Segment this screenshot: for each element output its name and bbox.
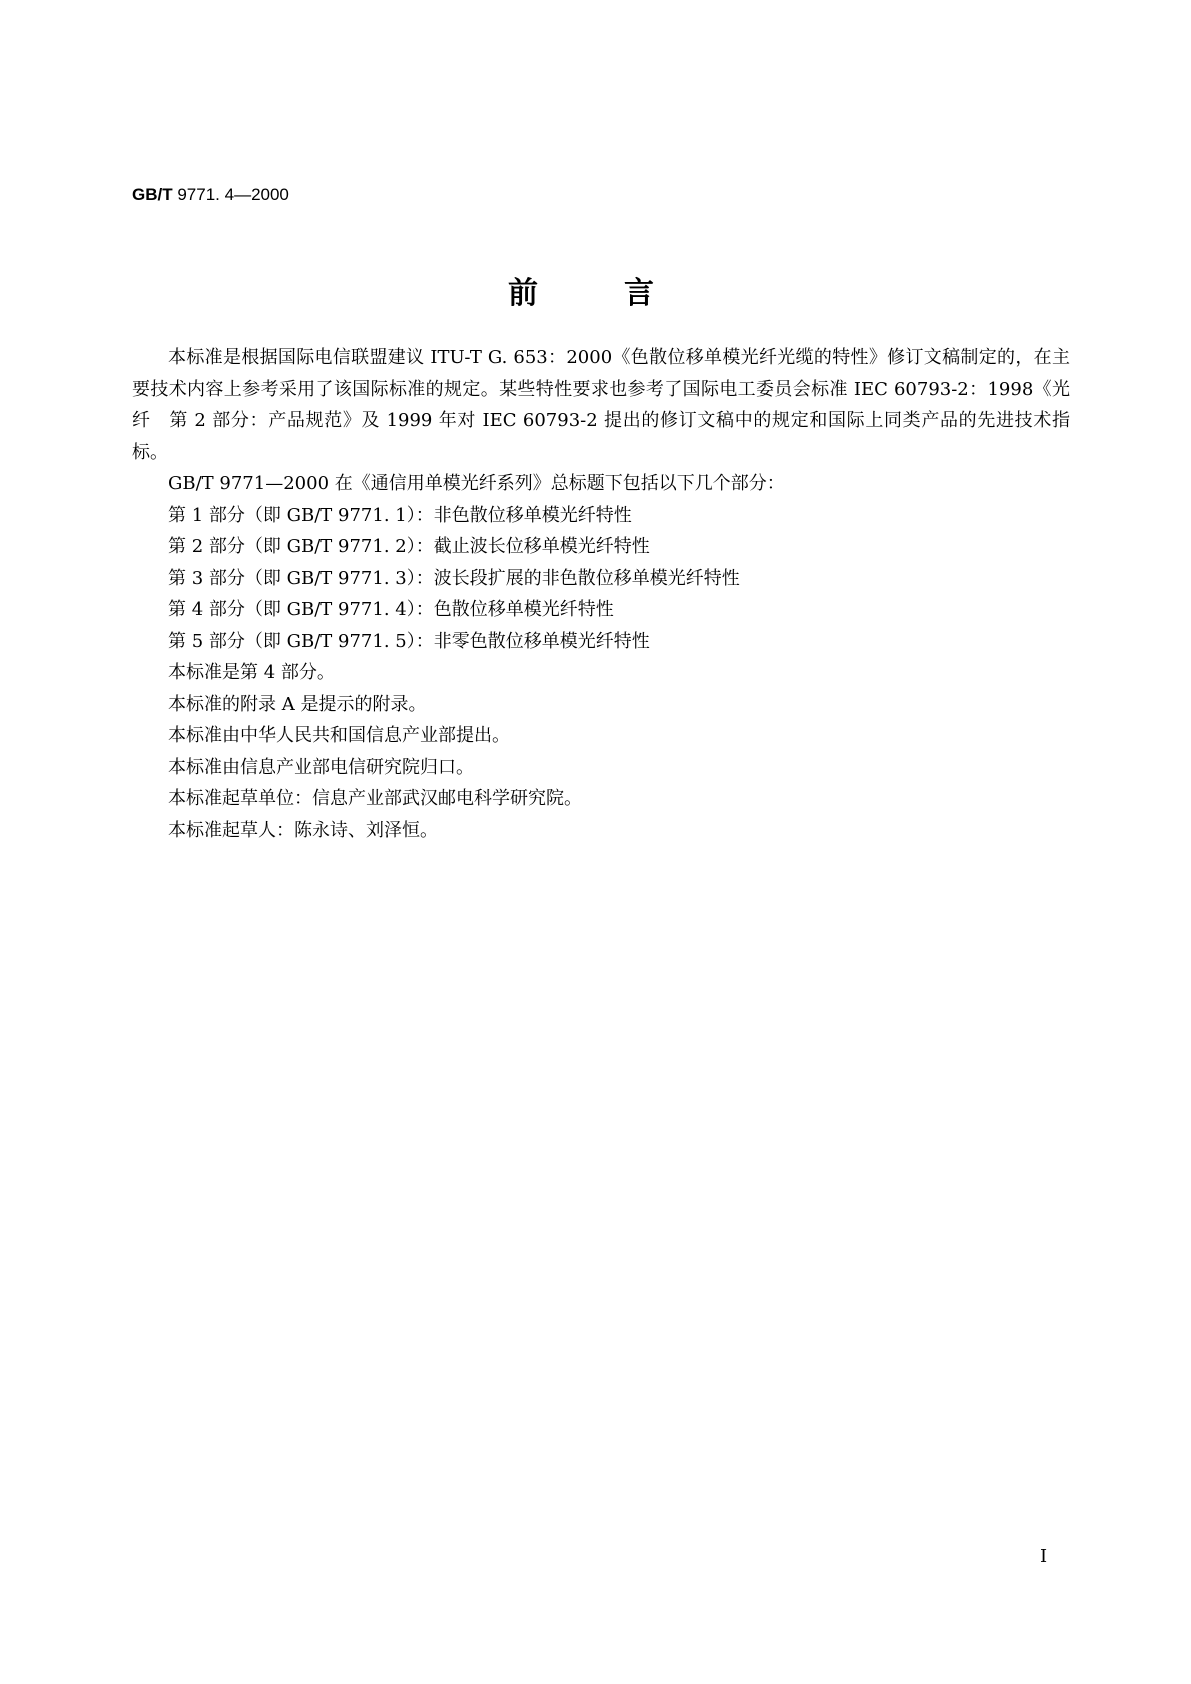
preface-title-char-2: 言 <box>624 276 654 311</box>
statement-centralized-unit: 本标准由信息产业部电信研究院归口。 <box>168 756 474 778</box>
standard-number-header <box>132 183 289 207</box>
page-number: I <box>1040 1546 1048 1567</box>
statement-part-number: 本标准是第 4 部分。 <box>168 662 335 683</box>
preface-title <box>508 276 654 312</box>
preface-title-char-1: 前 <box>508 276 538 311</box>
series-part-item: 第 5 部分（即 GB/T 9771. 5）：非零色散位移单模光纤特性 <box>168 630 650 652</box>
statement-appendix: 本标准的附录 A 是提示的附录。 <box>168 693 427 715</box>
series-intro-paragraph: GB/T 9771—2000 在《通信用单模光纤系列》总标题下包括以下几个部分： <box>168 473 785 494</box>
intro-paragraph: 本标准是根据国际电信联盟建议 ITU-T G. 653：2000《色散位移单模光纤光缆的特性》修订文稿制定的，在主要技术内容上参考采用了该国际标准的规定。某些特性要求也参考了国际电工委员会标准 IEC 60793-2：1998《光纤 第 2 部分：产品规范》及 1999 年对 IEC 60793-2 提出的修订文稿中的规定和国际上同类产品的先进技术指标。 <box>132 347 1070 463</box>
statement-drafting-unit: 本标准起草单位：信息产业部武汉邮电科学研究院。 <box>168 788 582 809</box>
series-part-item: 第 1 部分（即 GB/T 9771. 1）：非色散位移单模光纤特性 <box>168 504 632 526</box>
series-part-item: 第 3 部分（即 GB/T 9771. 3）：波长段扩展的非色散位移单模光纤特性 <box>168 567 740 589</box>
preface-body <box>132 342 1070 846</box>
statement-drafters: 本标准起草人：陈永诗、刘泽恒。 <box>168 819 438 841</box>
statement-proposer: 本标准由中华人民共和国信息产业部提出。 <box>168 725 510 746</box>
series-part-item: 第 4 部分（即 GB/T 9771. 4）：色散位移单模光纤特性 <box>168 599 614 620</box>
series-part-item: 第 2 部分（即 GB/T 9771. 2）：截止波长位移单模光纤特性 <box>168 536 650 557</box>
standard-prefix: GB/T <box>132 185 173 204</box>
standard-number: 9771. 4—2000 <box>177 185 289 204</box>
